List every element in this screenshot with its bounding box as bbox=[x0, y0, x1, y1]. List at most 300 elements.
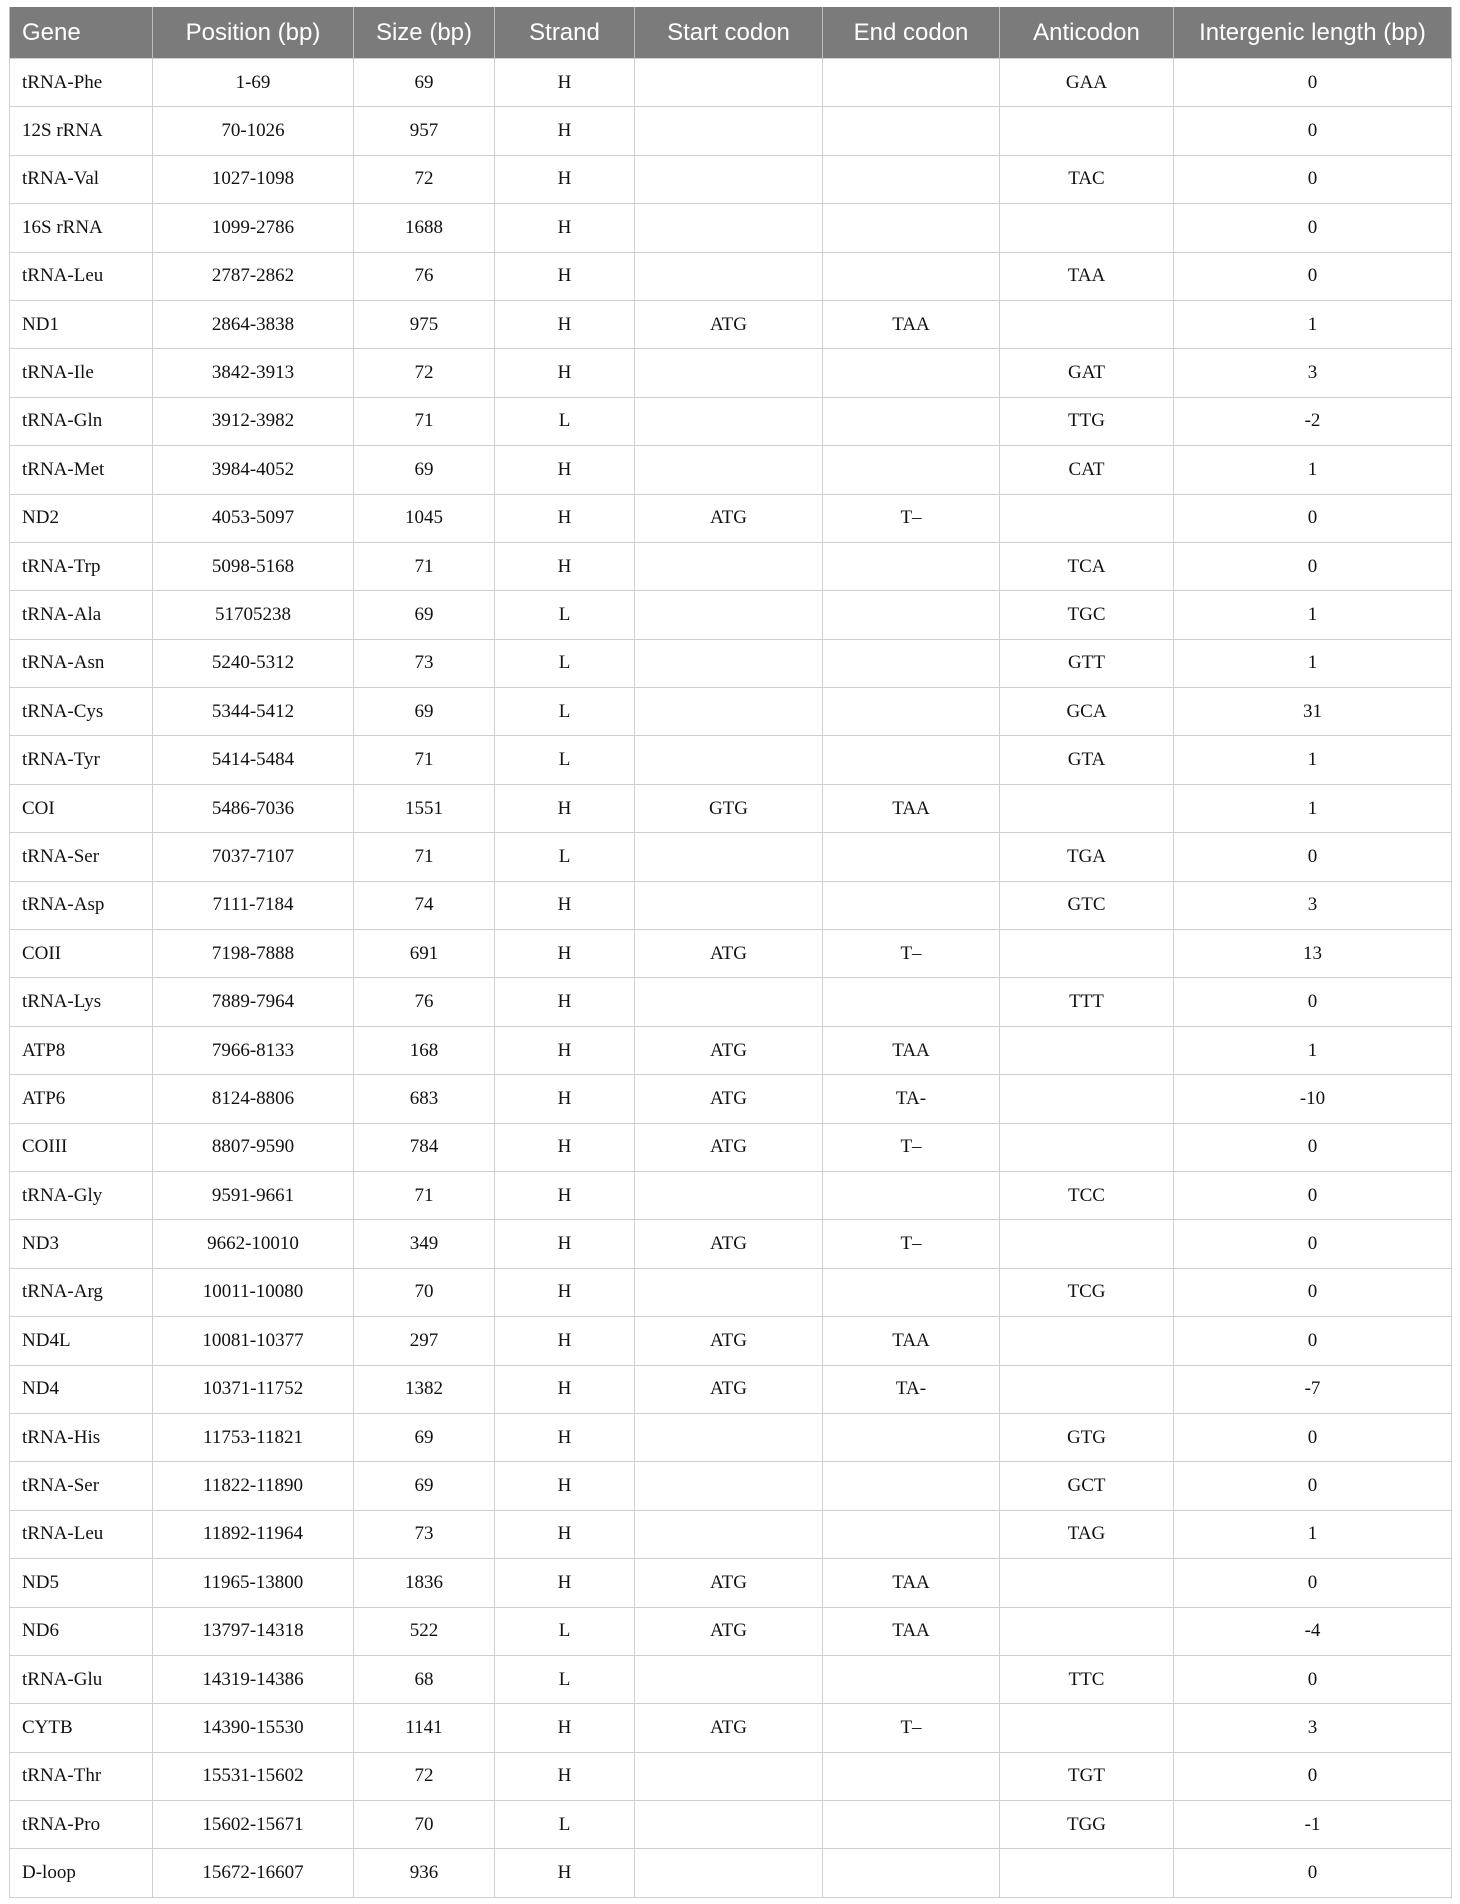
intergenic-length-cell: -7 bbox=[1174, 1365, 1452, 1413]
table-row bbox=[10, 349, 1452, 397]
gene-cell: ATP6 bbox=[10, 1075, 153, 1123]
end-codon-cell: TAA bbox=[823, 1607, 1000, 1655]
size-cell: 1688 bbox=[354, 204, 495, 252]
anticodon-cell bbox=[1000, 1607, 1174, 1655]
position-cell: 5344-5412 bbox=[153, 688, 354, 736]
gene-cell: COII bbox=[10, 930, 153, 978]
anticodon-cell: GAA bbox=[1000, 59, 1174, 107]
size-cell: 69 bbox=[354, 446, 495, 494]
strand-cell: H bbox=[495, 1510, 635, 1558]
anticodon-cell bbox=[1000, 784, 1174, 832]
gene-cell: tRNA-Gly bbox=[10, 1171, 153, 1219]
anticodon-cell: GAT bbox=[1000, 349, 1174, 397]
gene-cell: CYTB bbox=[10, 1704, 153, 1752]
start-codon-cell bbox=[635, 349, 823, 397]
intergenic-length-cell: 1 bbox=[1174, 446, 1452, 494]
header-anticodon: Anticodon bbox=[1000, 7, 1174, 59]
start-codon-cell bbox=[635, 542, 823, 590]
anticodon-cell: TGC bbox=[1000, 591, 1174, 639]
position-cell: 15672-16607 bbox=[153, 1849, 354, 1897]
size-cell: 71 bbox=[354, 542, 495, 590]
end-codon-cell bbox=[823, 1752, 1000, 1800]
gene-table bbox=[9, 7, 1452, 1898]
start-codon-cell bbox=[635, 591, 823, 639]
position-cell: 1099-2786 bbox=[153, 204, 354, 252]
size-cell: 71 bbox=[354, 1171, 495, 1219]
position-cell: 15602-15671 bbox=[153, 1801, 354, 1849]
size-cell: 522 bbox=[354, 1607, 495, 1655]
size-cell: 74 bbox=[354, 881, 495, 929]
strand-cell: H bbox=[495, 784, 635, 832]
intergenic-length-cell: 0 bbox=[1174, 59, 1452, 107]
anticodon-cell: TTT bbox=[1000, 978, 1174, 1026]
intergenic-length-cell: -2 bbox=[1174, 397, 1452, 445]
start-codon-cell: ATG bbox=[635, 1559, 823, 1607]
header-intergenic-length: Intergenic length (bp) bbox=[1174, 7, 1452, 59]
end-codon-cell bbox=[823, 1801, 1000, 1849]
size-cell: 71 bbox=[354, 397, 495, 445]
start-codon-cell bbox=[635, 978, 823, 1026]
intergenic-length-cell: 0 bbox=[1174, 1462, 1452, 1510]
anticodon-cell: TGT bbox=[1000, 1752, 1174, 1800]
strand-cell: H bbox=[495, 349, 635, 397]
table-row bbox=[10, 155, 1452, 203]
end-codon-cell: T– bbox=[823, 1123, 1000, 1171]
start-codon-cell: ATG bbox=[635, 930, 823, 978]
start-codon-cell bbox=[635, 1413, 823, 1461]
strand-cell: L bbox=[495, 1607, 635, 1655]
table-row bbox=[10, 397, 1452, 445]
size-cell: 70 bbox=[354, 1268, 495, 1316]
start-codon-cell: ATG bbox=[635, 1704, 823, 1752]
anticodon-cell: GCA bbox=[1000, 688, 1174, 736]
anticodon-cell bbox=[1000, 1559, 1174, 1607]
size-cell: 69 bbox=[354, 591, 495, 639]
table-row bbox=[10, 446, 1452, 494]
strand-cell: L bbox=[495, 1801, 635, 1849]
end-codon-cell: TAA bbox=[823, 300, 1000, 348]
position-cell: 1027-1098 bbox=[153, 155, 354, 203]
end-codon-cell: T– bbox=[823, 1220, 1000, 1268]
anticodon-cell: TTC bbox=[1000, 1655, 1174, 1703]
end-codon-cell bbox=[823, 542, 1000, 590]
end-codon-cell bbox=[823, 204, 1000, 252]
end-codon-cell: T– bbox=[823, 930, 1000, 978]
end-codon-cell bbox=[823, 107, 1000, 155]
header-strand: Strand bbox=[495, 7, 635, 59]
start-codon-cell: ATG bbox=[635, 494, 823, 542]
table-row bbox=[10, 1123, 1452, 1171]
start-codon-cell bbox=[635, 446, 823, 494]
end-codon-cell bbox=[823, 688, 1000, 736]
table-row bbox=[10, 107, 1452, 155]
strand-cell: H bbox=[495, 204, 635, 252]
anticodon-cell: TAG bbox=[1000, 1510, 1174, 1558]
table-row bbox=[10, 833, 1452, 881]
size-cell: 1141 bbox=[354, 1704, 495, 1752]
anticodon-cell: TCA bbox=[1000, 542, 1174, 590]
gene-cell: COIII bbox=[10, 1123, 153, 1171]
table-row bbox=[10, 1075, 1452, 1123]
strand-cell: H bbox=[495, 1413, 635, 1461]
anticodon-cell: GCT bbox=[1000, 1462, 1174, 1510]
end-codon-cell bbox=[823, 397, 1000, 445]
anticodon-cell bbox=[1000, 204, 1174, 252]
strand-cell: H bbox=[495, 542, 635, 590]
end-codon-cell bbox=[823, 252, 1000, 300]
strand-cell: L bbox=[495, 833, 635, 881]
strand-cell: H bbox=[495, 155, 635, 203]
start-codon-cell: ATG bbox=[635, 1123, 823, 1171]
position-cell: 11892-11964 bbox=[153, 1510, 354, 1558]
anticodon-cell: TCG bbox=[1000, 1268, 1174, 1316]
size-cell: 69 bbox=[354, 688, 495, 736]
table-row bbox=[10, 1752, 1452, 1800]
start-codon-cell bbox=[635, 1268, 823, 1316]
size-cell: 1551 bbox=[354, 784, 495, 832]
table-row bbox=[10, 1462, 1452, 1510]
start-codon-cell: ATG bbox=[635, 1607, 823, 1655]
intergenic-length-cell: 0 bbox=[1174, 1123, 1452, 1171]
end-codon-cell bbox=[823, 1849, 1000, 1897]
end-codon-cell bbox=[823, 833, 1000, 881]
gene-cell: tRNA-Glu bbox=[10, 1655, 153, 1703]
position-cell: 2787-2862 bbox=[153, 252, 354, 300]
gene-cell: tRNA-Ser bbox=[10, 1462, 153, 1510]
table-row bbox=[10, 930, 1452, 978]
size-cell: 168 bbox=[354, 1026, 495, 1074]
intergenic-length-cell: 0 bbox=[1174, 155, 1452, 203]
start-codon-cell bbox=[635, 881, 823, 929]
strand-cell: H bbox=[495, 1462, 635, 1510]
end-codon-cell bbox=[823, 1510, 1000, 1558]
anticodon-cell: GTA bbox=[1000, 736, 1174, 784]
table-row bbox=[10, 300, 1452, 348]
gene-cell: tRNA-Arg bbox=[10, 1268, 153, 1316]
header-position: Position (bp) bbox=[153, 7, 354, 59]
table-row bbox=[10, 736, 1452, 784]
intergenic-length-cell: -10 bbox=[1174, 1075, 1452, 1123]
intergenic-length-cell: 1 bbox=[1174, 736, 1452, 784]
table-row bbox=[10, 978, 1452, 1026]
intergenic-length-cell: 0 bbox=[1174, 1655, 1452, 1703]
intergenic-length-cell: 31 bbox=[1174, 688, 1452, 736]
position-cell: 5098-5168 bbox=[153, 542, 354, 590]
position-cell: 8124-8806 bbox=[153, 1075, 354, 1123]
start-codon-cell bbox=[635, 688, 823, 736]
end-codon-cell bbox=[823, 736, 1000, 784]
size-cell: 71 bbox=[354, 833, 495, 881]
anticodon-cell bbox=[1000, 930, 1174, 978]
end-codon-cell bbox=[823, 1462, 1000, 1510]
strand-cell: L bbox=[495, 736, 635, 784]
strand-cell: H bbox=[495, 107, 635, 155]
strand-cell: H bbox=[495, 1171, 635, 1219]
strand-cell: H bbox=[495, 494, 635, 542]
position-cell: 5240-5312 bbox=[153, 639, 354, 687]
anticodon-cell bbox=[1000, 494, 1174, 542]
table-row bbox=[10, 494, 1452, 542]
table-row bbox=[10, 1510, 1452, 1558]
position-cell: 10081-10377 bbox=[153, 1317, 354, 1365]
start-codon-cell bbox=[635, 1510, 823, 1558]
size-cell: 691 bbox=[354, 930, 495, 978]
table-header-row bbox=[10, 7, 1452, 59]
strand-cell: L bbox=[495, 639, 635, 687]
anticodon-cell bbox=[1000, 1704, 1174, 1752]
gene-cell: tRNA-Phe bbox=[10, 59, 153, 107]
size-cell: 297 bbox=[354, 1317, 495, 1365]
gene-cell: ND4L bbox=[10, 1317, 153, 1365]
intergenic-length-cell: 0 bbox=[1174, 1559, 1452, 1607]
strand-cell: H bbox=[495, 1559, 635, 1607]
table-row bbox=[10, 1413, 1452, 1461]
gene-cell: tRNA-Trp bbox=[10, 542, 153, 590]
intergenic-length-cell: 1 bbox=[1174, 591, 1452, 639]
table-row bbox=[10, 1607, 1452, 1655]
table-row bbox=[10, 1849, 1452, 1897]
gene-cell: tRNA-Thr bbox=[10, 1752, 153, 1800]
size-cell: 784 bbox=[354, 1123, 495, 1171]
table-row bbox=[10, 1704, 1452, 1752]
position-cell: 4053-5097 bbox=[153, 494, 354, 542]
size-cell: 69 bbox=[354, 1413, 495, 1461]
strand-cell: H bbox=[495, 59, 635, 107]
header-start-codon: Start codon bbox=[635, 7, 823, 59]
end-codon-cell bbox=[823, 881, 1000, 929]
table-row bbox=[10, 1220, 1452, 1268]
size-cell: 72 bbox=[354, 349, 495, 397]
table-row bbox=[10, 1026, 1452, 1074]
gene-cell: ATP8 bbox=[10, 1026, 153, 1074]
anticodon-cell: TAA bbox=[1000, 252, 1174, 300]
gene-cell: tRNA-Cys bbox=[10, 688, 153, 736]
table-body bbox=[10, 59, 1452, 1898]
position-cell: 9662-10010 bbox=[153, 1220, 354, 1268]
strand-cell: H bbox=[495, 1752, 635, 1800]
start-codon-cell bbox=[635, 107, 823, 155]
intergenic-length-cell: 1 bbox=[1174, 1510, 1452, 1558]
intergenic-length-cell: 0 bbox=[1174, 494, 1452, 542]
table-row bbox=[10, 688, 1452, 736]
position-cell: 3912-3982 bbox=[153, 397, 354, 445]
gene-cell: COI bbox=[10, 784, 153, 832]
gene-cell: tRNA-Lys bbox=[10, 978, 153, 1026]
header-gene: Gene bbox=[10, 7, 153, 59]
intergenic-length-cell: 0 bbox=[1174, 542, 1452, 590]
anticodon-cell: GTC bbox=[1000, 881, 1174, 929]
intergenic-length-cell: 0 bbox=[1174, 107, 1452, 155]
start-codon-cell bbox=[635, 155, 823, 203]
header-size: Size (bp) bbox=[354, 7, 495, 59]
anticodon-cell bbox=[1000, 300, 1174, 348]
size-cell: 936 bbox=[354, 1849, 495, 1897]
gene-cell: ND1 bbox=[10, 300, 153, 348]
size-cell: 76 bbox=[354, 252, 495, 300]
intergenic-length-cell: 1 bbox=[1174, 1026, 1452, 1074]
table-row bbox=[10, 59, 1452, 107]
anticodon-cell: TGA bbox=[1000, 833, 1174, 881]
size-cell: 68 bbox=[354, 1655, 495, 1703]
position-cell: 10371-11752 bbox=[153, 1365, 354, 1413]
table-row bbox=[10, 1655, 1452, 1703]
intergenic-length-cell: 3 bbox=[1174, 1704, 1452, 1752]
start-codon-cell: ATG bbox=[635, 1317, 823, 1365]
size-cell: 1045 bbox=[354, 494, 495, 542]
position-cell: 7037-7107 bbox=[153, 833, 354, 881]
end-codon-cell bbox=[823, 59, 1000, 107]
position-cell: 7111-7184 bbox=[153, 881, 354, 929]
end-codon-cell: TAA bbox=[823, 1026, 1000, 1074]
intergenic-length-cell: 3 bbox=[1174, 881, 1452, 929]
strand-cell: L bbox=[495, 397, 635, 445]
intergenic-length-cell: 0 bbox=[1174, 833, 1452, 881]
gene-cell: tRNA-Asn bbox=[10, 639, 153, 687]
intergenic-length-cell: 0 bbox=[1174, 1171, 1452, 1219]
strand-cell: H bbox=[495, 446, 635, 494]
end-codon-cell bbox=[823, 639, 1000, 687]
gene-cell: 12S rRNA bbox=[10, 107, 153, 155]
position-cell: 14390-15530 bbox=[153, 1704, 354, 1752]
size-cell: 69 bbox=[354, 59, 495, 107]
anticodon-cell: TCC bbox=[1000, 1171, 1174, 1219]
anticodon-cell: CAT bbox=[1000, 446, 1174, 494]
position-cell: 10011-10080 bbox=[153, 1268, 354, 1316]
size-cell: 76 bbox=[354, 978, 495, 1026]
gene-cell: tRNA-Pro bbox=[10, 1801, 153, 1849]
strand-cell: H bbox=[495, 1026, 635, 1074]
position-cell: 11822-11890 bbox=[153, 1462, 354, 1510]
anticodon-cell bbox=[1000, 107, 1174, 155]
gene-cell: tRNA-Ser bbox=[10, 833, 153, 881]
size-cell: 72 bbox=[354, 155, 495, 203]
start-codon-cell bbox=[635, 1655, 823, 1703]
start-codon-cell bbox=[635, 1752, 823, 1800]
size-cell: 975 bbox=[354, 300, 495, 348]
intergenic-length-cell: 1 bbox=[1174, 300, 1452, 348]
size-cell: 957 bbox=[354, 107, 495, 155]
intergenic-length-cell: 0 bbox=[1174, 204, 1452, 252]
start-codon-cell bbox=[635, 1462, 823, 1510]
position-cell: 11753-11821 bbox=[153, 1413, 354, 1461]
position-cell: 14319-14386 bbox=[153, 1655, 354, 1703]
gene-cell: D-loop bbox=[10, 1849, 153, 1897]
strand-cell: H bbox=[495, 930, 635, 978]
start-codon-cell bbox=[635, 639, 823, 687]
intergenic-length-cell: 0 bbox=[1174, 1849, 1452, 1897]
size-cell: 73 bbox=[354, 639, 495, 687]
strand-cell: H bbox=[495, 1704, 635, 1752]
size-cell: 72 bbox=[354, 1752, 495, 1800]
intergenic-length-cell: 3 bbox=[1174, 349, 1452, 397]
position-cell: 7889-7964 bbox=[153, 978, 354, 1026]
start-codon-cell bbox=[635, 397, 823, 445]
intergenic-length-cell: 0 bbox=[1174, 978, 1452, 1026]
start-codon-cell bbox=[635, 1171, 823, 1219]
start-codon-cell: GTG bbox=[635, 784, 823, 832]
strand-cell: H bbox=[495, 978, 635, 1026]
gene-cell: 16S rRNA bbox=[10, 204, 153, 252]
strand-cell: H bbox=[495, 1849, 635, 1897]
table-row bbox=[10, 542, 1452, 590]
position-cell: 70-1026 bbox=[153, 107, 354, 155]
intergenic-length-cell: 0 bbox=[1174, 1413, 1452, 1461]
end-codon-cell: T– bbox=[823, 494, 1000, 542]
position-cell: 8807-9590 bbox=[153, 1123, 354, 1171]
anticodon-cell: TGG bbox=[1000, 1801, 1174, 1849]
intergenic-length-cell: 1 bbox=[1174, 784, 1452, 832]
anticodon-cell bbox=[1000, 1075, 1174, 1123]
gene-cell: tRNA-Gln bbox=[10, 397, 153, 445]
end-codon-cell bbox=[823, 1413, 1000, 1461]
size-cell: 73 bbox=[354, 1510, 495, 1558]
strand-cell: H bbox=[495, 1220, 635, 1268]
position-cell: 7966-8133 bbox=[153, 1026, 354, 1074]
table-row bbox=[10, 784, 1452, 832]
start-codon-cell: ATG bbox=[635, 1075, 823, 1123]
anticodon-cell bbox=[1000, 1317, 1174, 1365]
start-codon-cell bbox=[635, 1849, 823, 1897]
strand-cell: H bbox=[495, 1365, 635, 1413]
size-cell: 70 bbox=[354, 1801, 495, 1849]
anticodon-cell bbox=[1000, 1026, 1174, 1074]
gene-cell: ND4 bbox=[10, 1365, 153, 1413]
strand-cell: H bbox=[495, 252, 635, 300]
start-codon-cell: ATG bbox=[635, 1026, 823, 1074]
table-row bbox=[10, 1317, 1452, 1365]
position-cell: 3984-4052 bbox=[153, 446, 354, 494]
end-codon-cell: TA- bbox=[823, 1075, 1000, 1123]
end-codon-cell bbox=[823, 349, 1000, 397]
intergenic-length-cell: 0 bbox=[1174, 252, 1452, 300]
intergenic-length-cell: -4 bbox=[1174, 1607, 1452, 1655]
strand-cell: H bbox=[495, 1075, 635, 1123]
intergenic-length-cell: -1 bbox=[1174, 1801, 1452, 1849]
start-codon-cell bbox=[635, 736, 823, 784]
start-codon-cell bbox=[635, 204, 823, 252]
table-row bbox=[10, 1268, 1452, 1316]
start-codon-cell: ATG bbox=[635, 1365, 823, 1413]
end-codon-cell: TAA bbox=[823, 1559, 1000, 1607]
strand-cell: H bbox=[495, 1317, 635, 1365]
position-cell: 7198-7888 bbox=[153, 930, 354, 978]
gene-cell: tRNA-His bbox=[10, 1413, 153, 1461]
position-cell: 11965-13800 bbox=[153, 1559, 354, 1607]
end-codon-cell bbox=[823, 155, 1000, 203]
anticodon-cell bbox=[1000, 1365, 1174, 1413]
gene-cell: tRNA-Leu bbox=[10, 252, 153, 300]
end-codon-cell bbox=[823, 1655, 1000, 1703]
strand-cell: H bbox=[495, 300, 635, 348]
intergenic-length-cell: 0 bbox=[1174, 1268, 1452, 1316]
position-cell: 15531-15602 bbox=[153, 1752, 354, 1800]
end-codon-cell: TAA bbox=[823, 1317, 1000, 1365]
position-cell: 51705238 bbox=[153, 591, 354, 639]
table-row bbox=[10, 639, 1452, 687]
table-row bbox=[10, 1171, 1452, 1219]
anticodon-cell bbox=[1000, 1849, 1174, 1897]
gene-cell: tRNA-Met bbox=[10, 446, 153, 494]
start-codon-cell bbox=[635, 252, 823, 300]
table-row bbox=[10, 1365, 1452, 1413]
table-row bbox=[10, 1559, 1452, 1607]
size-cell: 1382 bbox=[354, 1365, 495, 1413]
gene-cell: ND2 bbox=[10, 494, 153, 542]
table-row bbox=[10, 204, 1452, 252]
strand-cell: H bbox=[495, 1123, 635, 1171]
end-codon-cell bbox=[823, 591, 1000, 639]
strand-cell: L bbox=[495, 591, 635, 639]
